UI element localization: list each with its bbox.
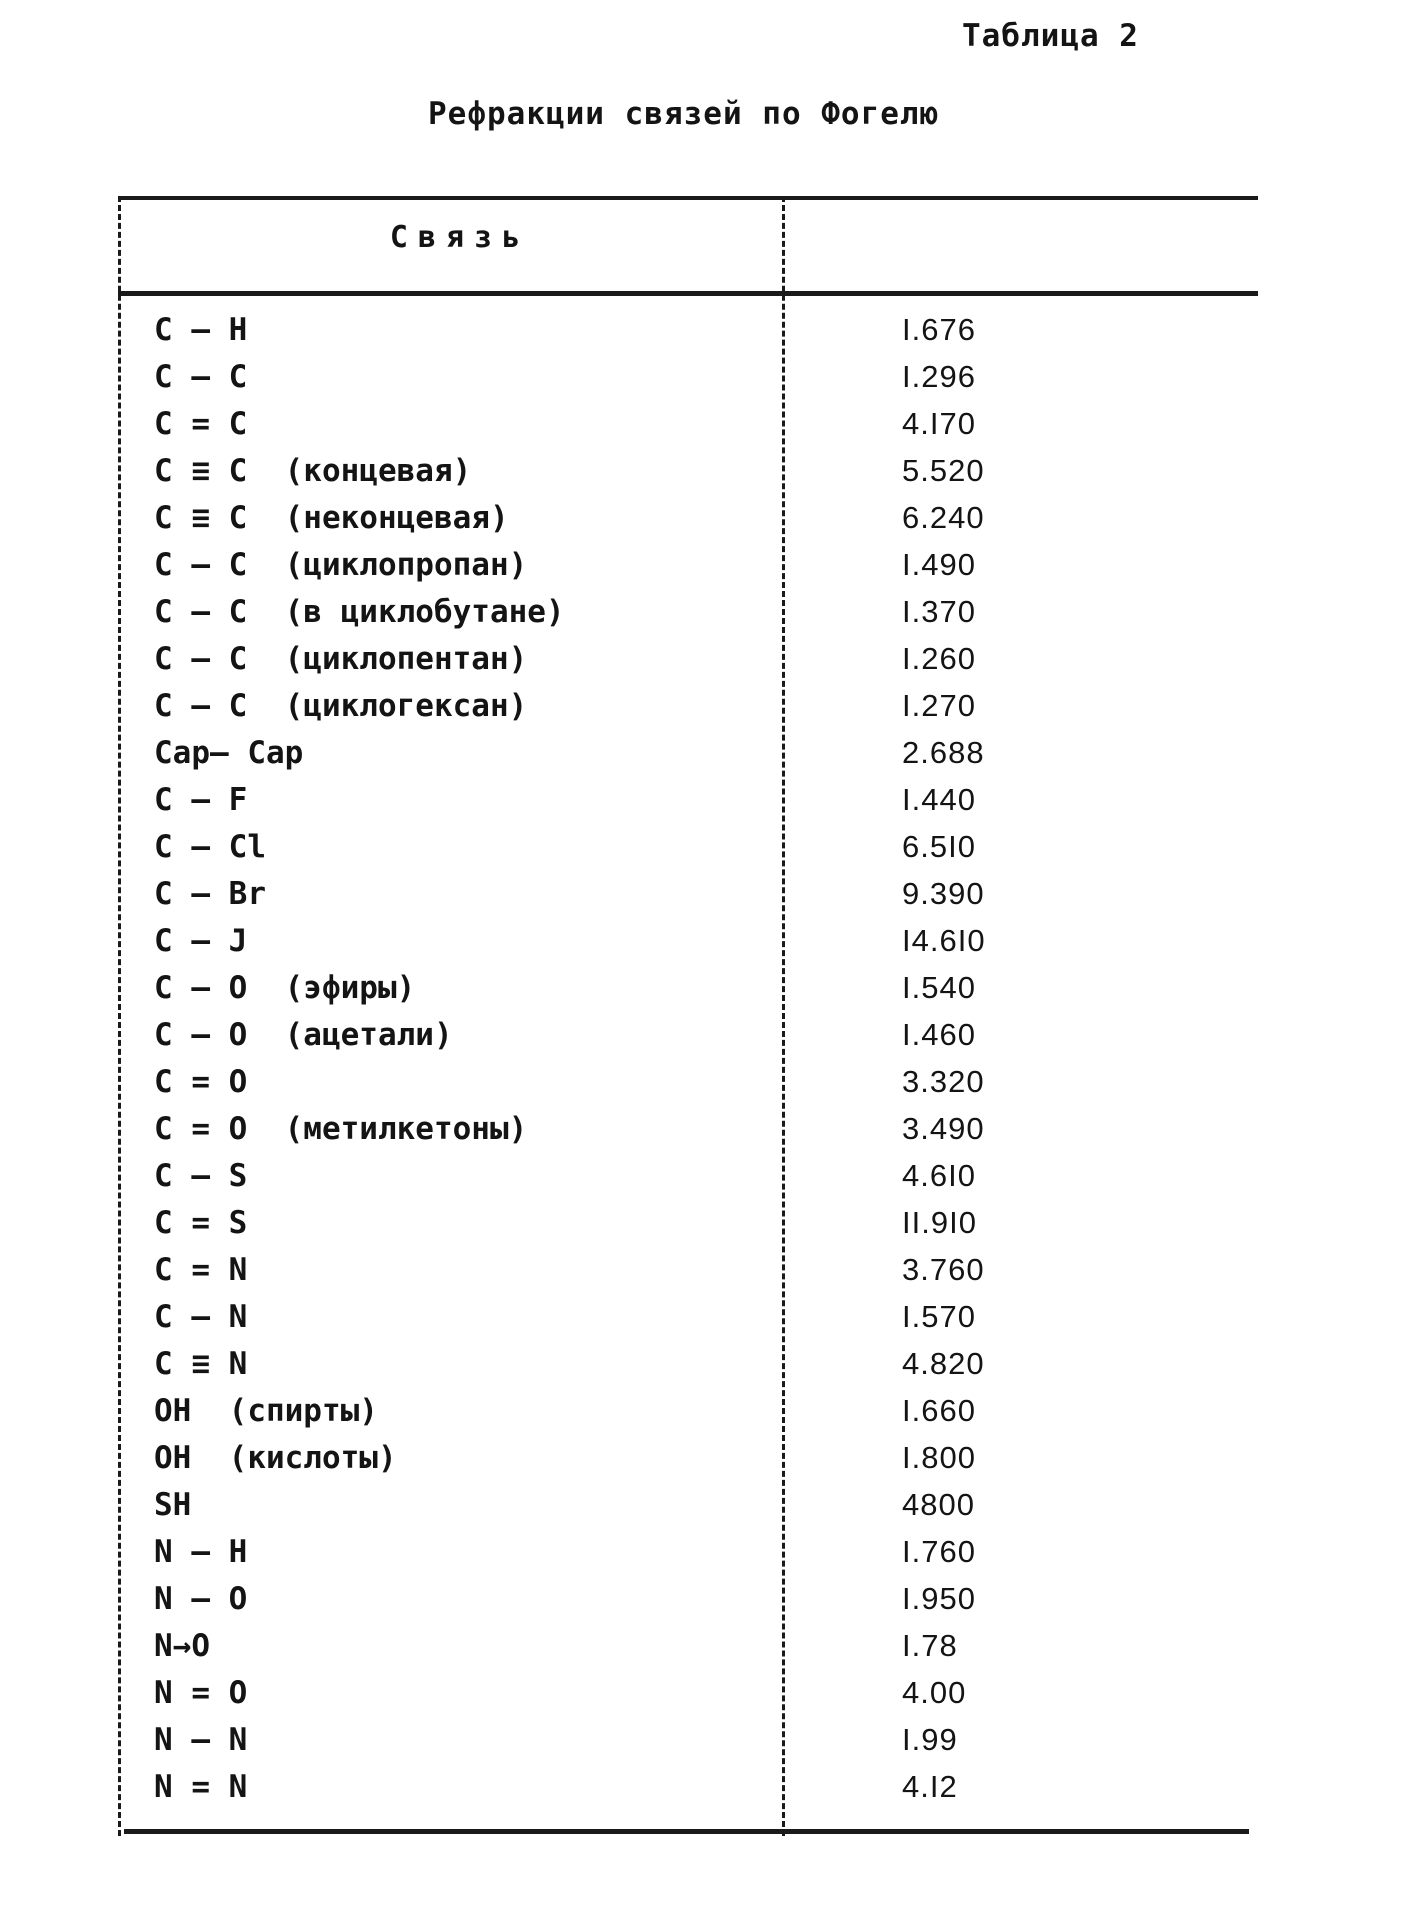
bond-refraction-table bbox=[118, 196, 1258, 1838]
table-row bbox=[118, 357, 1258, 404]
column-header-bond: Связь bbox=[389, 220, 531, 255]
bond-cell: N – N bbox=[154, 1722, 248, 1758]
bond-cell: C – J bbox=[154, 923, 248, 959]
table-row bbox=[118, 451, 1258, 498]
table-row bbox=[118, 1391, 1258, 1438]
bond-cell: C – O (ацетали) bbox=[154, 1017, 453, 1053]
table-row bbox=[118, 1109, 1258, 1156]
refraction-value-cell: I.540 bbox=[902, 970, 976, 1005]
document-title: Рефракции связей по Фогелю bbox=[428, 96, 940, 132]
table-number: Таблица 2 bbox=[962, 18, 1139, 54]
refraction-value-cell: 4.6I0 bbox=[902, 1158, 976, 1193]
table-row bbox=[118, 827, 1258, 874]
bond-cell: N = N bbox=[154, 1769, 248, 1805]
table-row bbox=[118, 498, 1258, 545]
refraction-value-cell: 4.I70 bbox=[902, 406, 976, 441]
refraction-value-cell: I.490 bbox=[902, 547, 976, 582]
refraction-value-cell: 3.320 bbox=[902, 1064, 985, 1099]
refraction-value-cell: I.99 bbox=[902, 1722, 958, 1757]
table-row bbox=[118, 592, 1258, 639]
bond-cell: C – Br bbox=[154, 876, 266, 912]
bond-cell: C ≡ N bbox=[154, 1346, 248, 1382]
table-row bbox=[118, 1250, 1258, 1297]
bond-cell: OH (кислоты) bbox=[154, 1440, 397, 1476]
table-row bbox=[118, 1579, 1258, 1626]
refraction-value-cell: I.270 bbox=[902, 688, 976, 723]
refraction-value-cell: I.660 bbox=[902, 1393, 976, 1428]
table-row bbox=[118, 1485, 1258, 1532]
refraction-value-cell: I.440 bbox=[902, 782, 976, 817]
table-row bbox=[118, 639, 1258, 686]
refraction-value-cell: 2.688 bbox=[902, 735, 985, 770]
table-header-rule bbox=[118, 291, 1258, 296]
bond-cell: C ≡ C (концевая) bbox=[154, 453, 472, 489]
bond-cell: C = S bbox=[154, 1205, 248, 1241]
table-row bbox=[118, 921, 1258, 968]
table-row bbox=[118, 1767, 1258, 1814]
bond-cell: C = O (метилкетоны) bbox=[154, 1111, 528, 1147]
refraction-value-cell: I.676 bbox=[902, 312, 976, 347]
refraction-value-cell: 4.00 bbox=[902, 1675, 967, 1710]
bond-cell: C – C (в циклобутане) bbox=[154, 594, 565, 630]
refraction-value-cell: 6.240 bbox=[902, 500, 985, 535]
table-row bbox=[118, 1062, 1258, 1109]
refraction-value-cell: I.800 bbox=[902, 1440, 976, 1475]
bond-cell: C ≡ C (неконцевая) bbox=[154, 500, 509, 536]
table-row bbox=[118, 1203, 1258, 1250]
table-top-rule bbox=[118, 196, 1258, 200]
refraction-value-cell: 4800 bbox=[902, 1487, 975, 1522]
bond-cell: N – O bbox=[154, 1581, 248, 1617]
refraction-value-cell: 6.5I0 bbox=[902, 829, 976, 864]
refraction-value-cell: I.460 bbox=[902, 1017, 976, 1052]
table-row bbox=[118, 1626, 1258, 1673]
refraction-value-cell: I.570 bbox=[902, 1299, 976, 1334]
table-row bbox=[118, 686, 1258, 733]
bond-cell: C – O (эфиры) bbox=[154, 970, 416, 1006]
bond-cell: C = O bbox=[154, 1064, 248, 1100]
refraction-value-cell: I.296 bbox=[902, 359, 976, 394]
table-row bbox=[118, 545, 1258, 592]
bond-cell: N – H bbox=[154, 1534, 248, 1570]
refraction-value-cell: I.950 bbox=[902, 1581, 976, 1616]
table-row bbox=[118, 968, 1258, 1015]
refraction-value-cell: 5.520 bbox=[902, 453, 985, 488]
table-row bbox=[118, 780, 1258, 827]
refraction-value-cell: I.760 bbox=[902, 1534, 976, 1569]
table-row bbox=[118, 1532, 1258, 1579]
bond-cell: C – C (циклопропан) bbox=[154, 547, 528, 583]
table-row bbox=[118, 1156, 1258, 1203]
bond-cell: C – N bbox=[154, 1299, 248, 1335]
table-row bbox=[118, 874, 1258, 921]
bond-cell: C = N bbox=[154, 1252, 248, 1288]
bond-cell: N→O bbox=[154, 1628, 210, 1664]
bond-cell: Cар– Cар bbox=[154, 735, 304, 771]
table-row bbox=[118, 1720, 1258, 1767]
refraction-value-cell: I.78 bbox=[902, 1628, 958, 1663]
bond-cell: N = O bbox=[154, 1675, 248, 1711]
refraction-value-cell: 4.820 bbox=[902, 1346, 985, 1381]
table-row bbox=[118, 404, 1258, 451]
refraction-value-cell: I.370 bbox=[902, 594, 976, 629]
refraction-value-cell: I4.6I0 bbox=[902, 923, 986, 958]
bond-cell: C – S bbox=[154, 1158, 248, 1194]
table-row bbox=[118, 733, 1258, 780]
refraction-value-cell: 3.490 bbox=[902, 1111, 985, 1146]
bond-cell: OH (спирты) bbox=[154, 1393, 378, 1429]
bond-cell: C – C (циклопентан) bbox=[154, 641, 528, 677]
table-row bbox=[118, 1438, 1258, 1485]
table-row bbox=[118, 1673, 1258, 1720]
refraction-value-cell: 3.760 bbox=[902, 1252, 985, 1287]
table-row bbox=[118, 1344, 1258, 1391]
table-body bbox=[118, 310, 1258, 1814]
refraction-value-cell: 4.I2 bbox=[902, 1769, 958, 1804]
bond-cell: C = C bbox=[154, 406, 248, 442]
refraction-value-cell: 9.390 bbox=[902, 876, 985, 911]
bond-cell: C – C (циклогексан) bbox=[154, 688, 528, 724]
bond-cell: C – H bbox=[154, 312, 248, 348]
bond-cell: C – C bbox=[154, 359, 248, 395]
table-bottom-rule bbox=[124, 1829, 1249, 1834]
table-row bbox=[118, 310, 1258, 357]
refraction-value-cell: I.260 bbox=[902, 641, 976, 676]
refraction-value-cell: II.9I0 bbox=[902, 1205, 977, 1240]
bond-cell: SH bbox=[154, 1487, 192, 1523]
table-row bbox=[118, 1015, 1258, 1062]
bond-cell: C – F bbox=[154, 782, 248, 818]
table-row bbox=[118, 1297, 1258, 1344]
bond-cell: C – Cl bbox=[154, 829, 266, 865]
